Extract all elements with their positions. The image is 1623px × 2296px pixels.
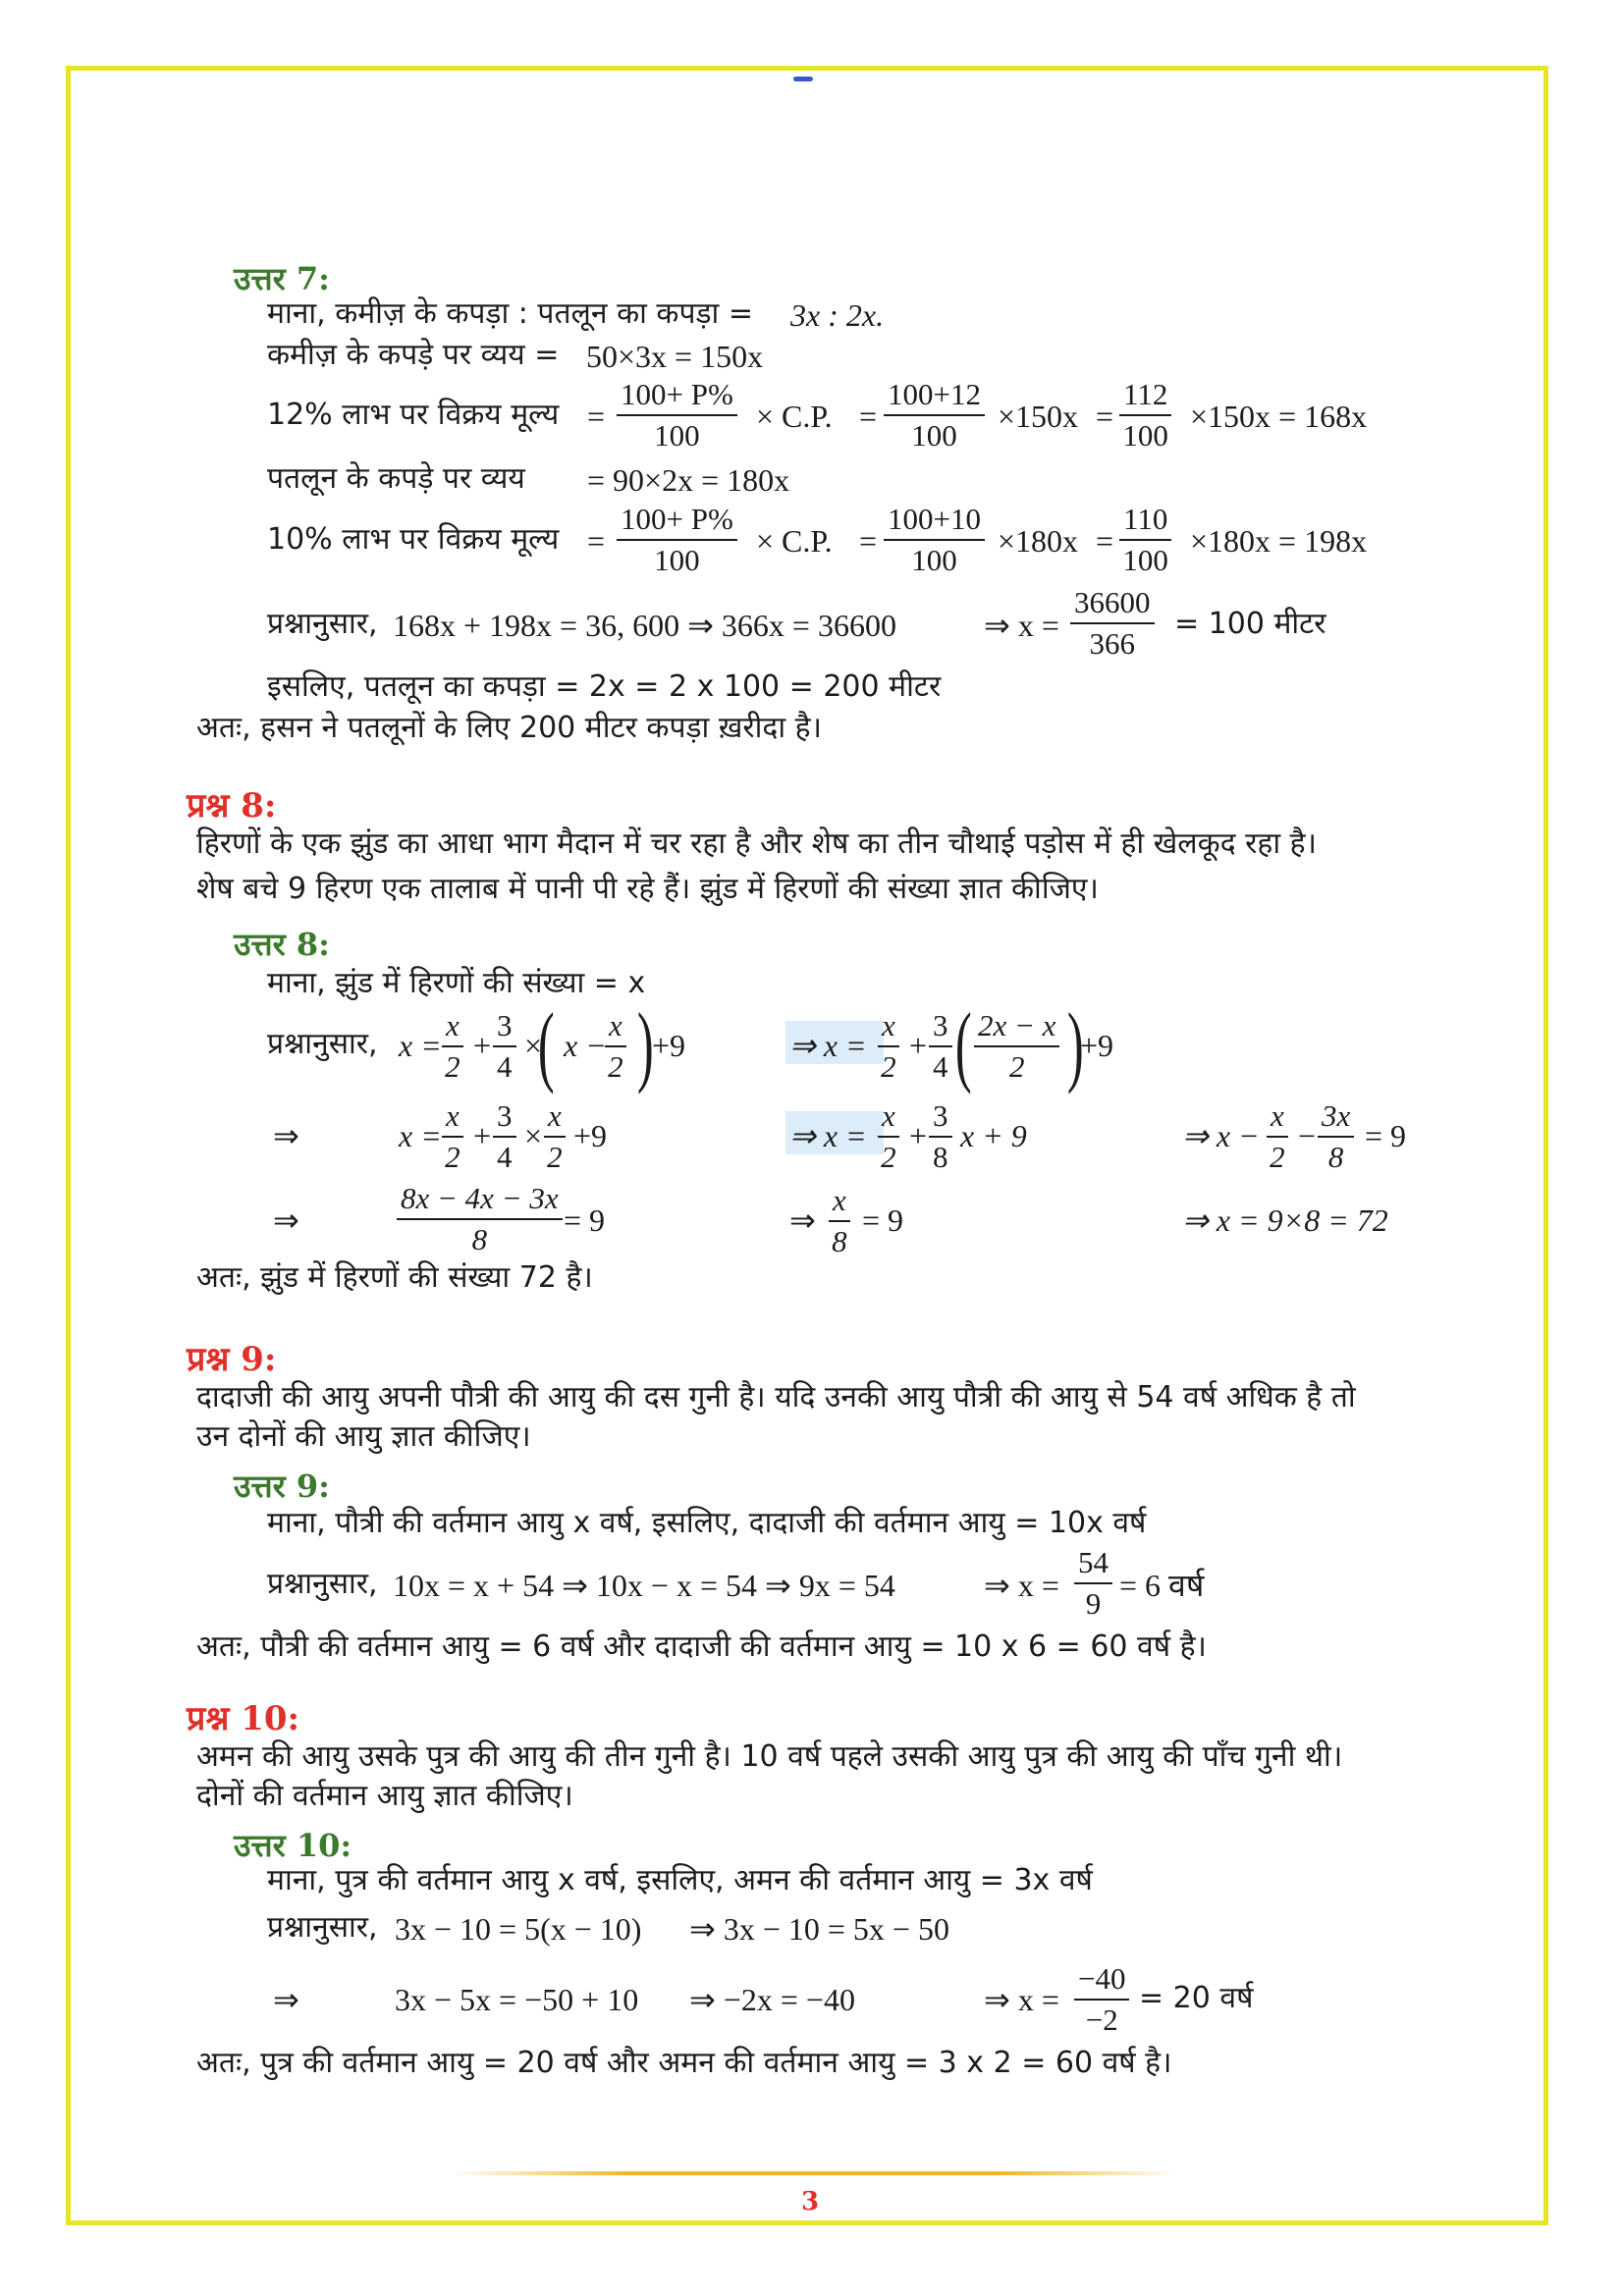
denominator: 4	[497, 1048, 513, 1084]
a9-line2-end: = 6 वर्ष	[1119, 1568, 1205, 1603]
denominator: 2	[445, 1048, 460, 1084]
a9-line1: माना, पौत्री की वर्तमान आयु x वर्ष, इसलिए, दादाजी की वर्तमान आयु = 10x वर्ष	[267, 1506, 1147, 1540]
a7-line3-end: ×150x = 168x	[1190, 399, 1368, 434]
plus: +	[909, 1028, 928, 1063]
equals-nine: = 9	[862, 1202, 904, 1238]
right-paren: )	[636, 994, 654, 1095]
a9-line2-label: प्रश्नानुसार,	[267, 1567, 378, 1601]
implies: ⇒	[273, 1118, 299, 1153]
a10-line2-label: प्रश्नानुसार,	[267, 1910, 378, 1945]
fraction	[397, 1181, 563, 1256]
denominator: 100	[654, 542, 700, 577]
denominator: 8	[1327, 1139, 1344, 1174]
page-number: 3	[801, 2187, 820, 2216]
numerator: 3	[929, 1098, 952, 1138]
denominator: 4	[497, 1139, 513, 1174]
fraction	[1070, 585, 1155, 661]
equals: =	[1096, 523, 1114, 559]
a8-result: ⇒ x = 9×8 = 72	[1182, 1202, 1388, 1238]
equals: =	[587, 399, 606, 434]
a7-line1-math: 3x : 2x.	[790, 297, 885, 333]
a7-line7: इसलिए, पतलून का कपड़ा = 2x = 2 x 100 = 200 मीटर	[267, 669, 942, 704]
a7-conclusion: अतः, हसन ने पतलूनों के लिए 200 मीटर कपड़ा ख़रीदा है।	[196, 711, 822, 745]
numerator: 100+10	[884, 502, 985, 541]
numerator: x	[878, 1008, 899, 1047]
equals-nine: = 9	[564, 1202, 606, 1238]
footer-rule	[452, 2171, 1178, 2175]
denominator: 2	[445, 1139, 460, 1174]
times: ×	[524, 1118, 543, 1153]
x-plus-nine: x + 9	[960, 1118, 1027, 1153]
fraction	[829, 1183, 850, 1258]
equals: =	[1096, 399, 1114, 434]
question-9-heading: प्रश्न 9:	[187, 1340, 277, 1379]
fraction	[878, 1008, 899, 1084]
denominator: 9	[1085, 1585, 1102, 1621]
q8-line1: हिरणों के एक झुंड का आधा भाग मैदान में चर रहा है और शेष का तीन चौथाई पड़ोस में ही खेलकूद रहा है।	[196, 827, 1317, 861]
numerator: −40	[1074, 1961, 1129, 2001]
denominator: 8	[471, 1221, 488, 1256]
fraction	[1267, 1098, 1288, 1174]
fraction	[1318, 1098, 1354, 1174]
left-paren: (	[537, 994, 555, 1095]
q10-line2: दोनों की वर्तमान आयु ज्ञात कीजिए।	[196, 1779, 573, 1813]
q10-line1: अमन की आयु उसके पुत्र की आयु की तीन गुनी है। 10 वर्ष पहले उसकी आयु पुत्र की आयु की पाँच गुनी थी।	[196, 1739, 1343, 1774]
minus: −	[1298, 1118, 1317, 1153]
numerator: 8x − 4x − 3x	[397, 1181, 563, 1220]
numerator: 100+12	[884, 377, 985, 416]
numerator: 110	[1119, 502, 1171, 541]
q9-line1: दादाजी की आयु अपनी पौत्री की आयु की दस गुनी है। यदि उनकी आयु पौत्री की आयु से 54 वर्ष अधिक है तो	[196, 1380, 1356, 1415]
plus-nine: +9	[1080, 1028, 1114, 1063]
numerator: 100+ P%	[617, 377, 737, 416]
a7-line3-mid: ×150x	[998, 399, 1079, 434]
fraction	[929, 1098, 952, 1174]
numerator: 112	[1119, 377, 1171, 416]
a10-line2-b: ⇒ 3x − 10 = 5x − 50	[689, 1911, 949, 1947]
x-equals: x =	[399, 1118, 442, 1153]
a7-line3-text: 12% लाभ पर विक्रय मूल्य	[267, 398, 560, 432]
fraction	[544, 1098, 566, 1174]
a7-line6-implies: ⇒ x =	[984, 608, 1059, 643]
answer-7-heading: उत्तर 7:	[234, 260, 330, 297]
numerator: x	[605, 1008, 626, 1047]
denominator: 2	[881, 1048, 896, 1084]
right-paren: )	[1066, 994, 1084, 1095]
implies-x-minus: ⇒ x −	[1182, 1118, 1260, 1153]
times: ×	[524, 1028, 543, 1063]
a7-line5-text: 10% लाभ पर विक्रय मूल्य	[267, 522, 560, 557]
a7-line5-mid: ×180x	[998, 523, 1079, 559]
a7-line6-end: = 100 मीटर	[1174, 607, 1326, 641]
question-8-heading: प्रश्न 8:	[187, 786, 277, 826]
implies-x-equals: ⇒ x =	[789, 1118, 867, 1153]
answer-8-heading: उत्तर 8:	[234, 926, 330, 963]
denominator: 2	[547, 1139, 563, 1174]
plus: +	[473, 1028, 492, 1063]
denominator: 2	[1008, 1048, 1025, 1084]
a10-line3-b: ⇒ −2x = −40	[689, 1982, 855, 2017]
numerator: 3x	[1318, 1098, 1354, 1138]
numerator: x	[544, 1098, 566, 1138]
equals: =	[859, 523, 878, 559]
numerator: 36600	[1070, 585, 1155, 624]
plus: +	[909, 1118, 928, 1153]
denominator: 2	[608, 1048, 623, 1084]
a7-line4-math: = 90×2x = 180x	[587, 462, 790, 498]
denominator: −2	[1085, 2002, 1118, 2037]
answer-10-heading: उत्तर 10:	[234, 1827, 352, 1864]
denominator: 8	[832, 1223, 847, 1258]
numerator: x	[442, 1098, 463, 1138]
a8-line2-label: प्रश्नानुसार,	[267, 1027, 378, 1061]
a10-line3-a: 3x − 5x = −50 + 10	[395, 1982, 639, 2017]
times-cp: × C.P.	[756, 399, 833, 434]
denominator: 8	[933, 1139, 948, 1174]
denominator: 2	[881, 1139, 896, 1174]
a9-line2-implies: ⇒ x =	[984, 1568, 1059, 1603]
fraction	[1074, 1545, 1112, 1621]
fraction	[1119, 377, 1171, 453]
plus-nine: +9	[652, 1028, 686, 1063]
x-minus: x −	[564, 1028, 607, 1063]
a9-conclusion: अतः, पौत्री की वर्तमान आयु = 6 वर्ष और दादाजी की वर्तमान आयु = 10 x 6 = 60 वर्ष है।	[196, 1629, 1207, 1664]
a10-line1: माना, पुत्र की वर्तमान आयु x वर्ष, इसलिए, अमन की वर्तमान आयु = 3x वर्ष	[267, 1863, 1093, 1897]
a8-line1: माना, झुंड में हिरणों की संख्या = x	[267, 966, 646, 1000]
numerator: 2x − x	[974, 1008, 1059, 1047]
implies: ⇒	[273, 1982, 299, 2017]
fraction	[617, 377, 737, 453]
fraction	[442, 1098, 463, 1174]
numerator: 3	[493, 1098, 516, 1138]
denominator: 100	[1122, 417, 1168, 453]
numerator: x	[878, 1098, 899, 1138]
question-10-heading: प्रश्न 10:	[187, 1699, 300, 1738]
numerator: 3	[493, 1008, 516, 1047]
denominator: 2	[1270, 1139, 1285, 1174]
fraction	[974, 1008, 1059, 1084]
fraction	[617, 502, 737, 577]
plus-nine: +9	[573, 1118, 608, 1153]
fraction	[1074, 1961, 1129, 2037]
plus: +	[473, 1118, 492, 1153]
fraction	[1119, 502, 1171, 577]
a7-line1-text: माना, कमीज़ के कपड़ा : पतलून का कपड़ा =	[267, 296, 753, 331]
q8-line2: शेष बचे 9 हिरण एक तालाब में पानी पी रहे हैं। झुंड में हिरणों की संख्या ज्ञात कीजिए।	[196, 872, 1099, 906]
implies-x-equals: ⇒ x =	[789, 1028, 867, 1063]
fraction	[884, 377, 985, 453]
denominator: 366	[1089, 625, 1135, 661]
a7-line4-text: पतलून के कपड़े पर व्यय	[267, 461, 525, 496]
denominator: 100	[1122, 542, 1168, 577]
q9-line2: उन दोनों की आयु ज्ञात कीजिए।	[196, 1419, 531, 1454]
a10-line3-end: = 20 वर्ष	[1139, 1981, 1254, 2015]
numerator: 100+ P%	[617, 502, 737, 541]
x-equals: x =	[399, 1028, 442, 1063]
a7-line2-math: 50×3x = 150x	[586, 339, 764, 374]
times-cp: × C.P.	[756, 523, 833, 559]
equals-nine: = 9	[1365, 1118, 1407, 1153]
denominator: 100	[911, 542, 957, 577]
a10-line2-math: 3x − 10 = 5(x − 10)	[395, 1911, 642, 1947]
numerator: x	[1267, 1098, 1288, 1138]
top-mark	[793, 77, 813, 81]
a9-line2-math: 10x = x + 54 ⇒ 10x − x = 54 ⇒ 9x = 54	[393, 1568, 895, 1603]
left-paren: (	[954, 994, 972, 1095]
equals: =	[587, 523, 606, 559]
implies: ⇒	[789, 1202, 816, 1238]
answer-9-heading: उत्तर 9:	[234, 1468, 330, 1505]
numerator: 3	[929, 1008, 952, 1047]
denominator: 100	[654, 417, 700, 453]
a10-conclusion: अतः, पुत्र की वर्तमान आयु = 20 वर्ष और अमन की वर्तमान आयु = 3 x 2 = 60 वर्ष है।	[196, 2046, 1172, 2080]
a7-line6-text: प्रश्नानुसार,	[267, 607, 378, 641]
implies: ⇒	[273, 1202, 299, 1238]
fraction	[493, 1098, 516, 1174]
numerator: x	[442, 1008, 463, 1047]
fraction	[442, 1008, 463, 1084]
a10-line3-implies: ⇒ x =	[984, 1982, 1059, 2017]
denominator: 100	[911, 417, 957, 453]
fraction	[878, 1098, 899, 1174]
fraction	[929, 1008, 952, 1084]
numerator: x	[829, 1183, 850, 1222]
equals: =	[859, 399, 878, 434]
a7-line5-end: ×180x = 198x	[1190, 523, 1368, 559]
denominator: 4	[933, 1048, 948, 1084]
numerator: 54	[1074, 1545, 1112, 1584]
fraction	[605, 1008, 626, 1084]
fraction	[493, 1008, 516, 1084]
fraction	[884, 502, 985, 577]
a7-line6-math: 168x + 198x = 36, 600 ⇒ 366x = 36600	[393, 608, 896, 643]
a8-conclusion: अतः, झुंड में हिरणों की संख्या 72 है।	[196, 1260, 593, 1295]
a7-line2-text: कमीज़ के कपड़े पर व्यय =	[267, 338, 560, 372]
